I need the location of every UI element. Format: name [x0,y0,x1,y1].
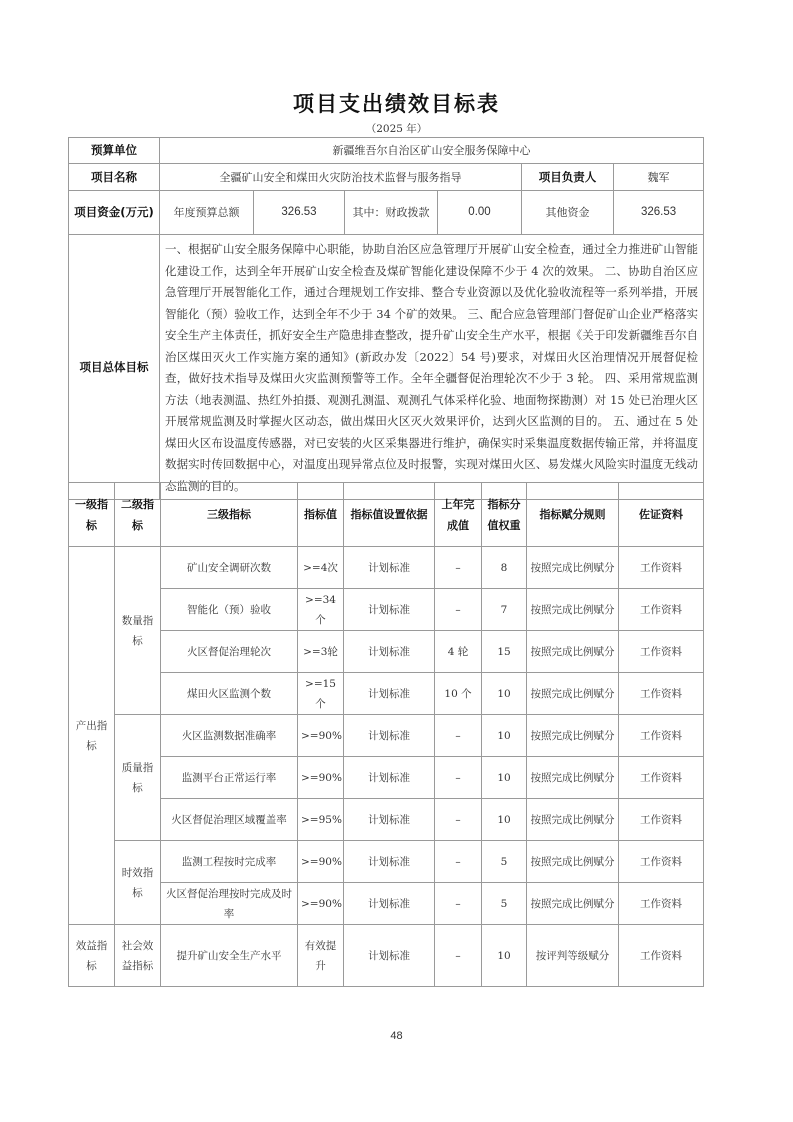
document-year: （2025 年） [365,123,428,135]
table-row [69,589,704,631]
indicator-evidence: 工作资料 [619,631,704,673]
indicator-value: >=34个 [298,589,344,631]
indicator-value: >=95% [298,799,344,841]
indicator-evidence: 工作资料 [619,925,704,987]
indicator-last-year: – [435,925,482,987]
indicator-rule: 按照完成比例赋分 [527,757,619,799]
document-title: 项目支出绩效目标表 [293,92,500,116]
indicator-rule: 按照完成比例赋分 [527,841,619,883]
group-timeliness: 时效指标 [115,841,161,925]
indicator-last-year: 10 个 [435,673,482,715]
indicator-name: 智能化（预）验收 [161,589,298,631]
indicator-name: 煤田火区监测个数 [161,673,298,715]
indicator-evidence: 工作资料 [619,841,704,883]
indicator-name: 提升矿山安全生产水平 [161,925,298,987]
header-value: 指标值 [298,483,344,547]
goal-label: 项目总体目标 [69,235,160,500]
group-output: 产出指标 [69,547,115,925]
table-row [69,715,704,757]
funds-row [69,191,704,235]
header-level1: 一级指标 [69,483,115,547]
header-rule: 指标赋分规则 [527,483,619,547]
indicator-rule: 按照完成比例赋分 [527,673,619,715]
indicator-evidence: 工作资料 [619,757,704,799]
group-quantity: 数量指标 [115,547,161,715]
page-number: 48 [390,1030,403,1042]
indicator-last-year: – [435,841,482,883]
budget-unit-value: 新疆维吾尔自治区矿山安全服务保障中心 [160,138,704,164]
table-row [69,757,704,799]
budget-unit-label: 预算单位 [69,138,160,164]
indicator-basis: 计划标准 [344,799,435,841]
indicator-weight: 5 [482,883,527,925]
indicator-header-row [69,483,704,547]
indicator-basis: 计划标准 [344,925,435,987]
indicator-last-year: – [435,715,482,757]
owner-label: 项目负责人 [522,164,614,191]
header-weight: 指标分值权重 [482,483,527,547]
project-name-value: 全疆矿山安全和煤田火灾防治技术监督与服务指导 [160,164,522,191]
indicator-value: >=4次 [298,547,344,589]
goal-row [69,235,704,500]
owner-value: 魏军 [614,164,704,191]
group-social: 社会效益指标 [115,925,161,987]
indicator-value: 有效提升 [298,925,344,987]
indicator-rule: 按照完成比例赋分 [527,715,619,757]
table-row [69,673,704,715]
goal-text: 一、根据矿山安全服务保障中心职能，协助自治区应急管理厅开展矿山安全检查，通过全力推进矿山智能化建设工作，达到全年开展矿山安全检查及煤矿智能化建设保障不少于 4 次的效果。 二、协助自治区应急管理厅开展智能化工作，通过合理规划工作安排、整合专业资源以及优化验收流程等一系列举措，开展智能化（预）验收工作，达到全年不少于 34 个矿的效果。 三、配合应急管理部门督促矿山企业严格落实安全生产主体责任，抓好安全生产隐患排查整改，提升矿山安全生产水平，根据《关于印发新疆维吾尔自治区煤田灭火工作实施方案的通知》(新政办发〔2022〕54 号)要求，对煤田火区治理情况开展督促检查，做好技术指导及煤田火灾监测预警等工作。全年全疆督促治理轮次不少于 3 轮。 四、采用常规监测方法（地表测温、热红外拍摄、观测孔测温、观测孔气体采样化验、地面物探勘测）对 15 处已治理火区开展常规监测及时掌握火区动态，做出煤田火区灭火效果评价，达到火区监测的目的。 五、通过在 5 处煤田火区布设温度传感器，对已安装的火区采集器进行维护，确保实时采集温度数据传输正常，并将温度数据实时传回数据中心，对温度出现异常点位及时报警，实现对煤田火区、易发煤火风险实时温度无线动态监测的目的。 [160,235,704,500]
indicator-basis: 计划标准 [344,547,435,589]
fiscal-label: 其中：财政拨款 [345,191,438,235]
indicator-name: 火区督促治理按时完成及时率 [161,883,298,925]
indicator-evidence: 工作资料 [619,799,704,841]
indicator-name: 矿山安全调研次数 [161,547,298,589]
other-funds-label: 其他资金 [522,191,614,235]
project-name-label: 项目名称 [69,164,160,191]
indicator-last-year: – [435,799,482,841]
fiscal-value: 0.00 [438,191,522,235]
indicator-basis: 计划标准 [344,673,435,715]
indicator-value: >=90% [298,715,344,757]
indicator-last-year: 4 轮 [435,631,482,673]
indicator-basis: 计划标准 [344,589,435,631]
indicator-weight: 7 [482,589,527,631]
project-info-table [68,137,704,500]
indicator-evidence: 工作资料 [619,715,704,757]
indicator-basis: 计划标准 [344,841,435,883]
indicator-evidence: 工作资料 [619,547,704,589]
group-quality: 质量指标 [115,715,161,841]
indicator-basis: 计划标准 [344,631,435,673]
indicator-evidence: 工作资料 [619,673,704,715]
indicator-weight: 10 [482,673,527,715]
funds-label: 项目资金(万元) [69,191,160,235]
indicator-value: >=90% [298,757,344,799]
indicator-evidence: 工作资料 [619,589,704,631]
indicator-last-year: – [435,883,482,925]
indicator-rule: 按照完成比例赋分 [527,589,619,631]
indicator-table [68,482,704,987]
table-row [69,883,704,925]
indicator-weight: 5 [482,841,527,883]
indicator-name: 火区监测数据准确率 [161,715,298,757]
indicator-evidence: 工作资料 [619,883,704,925]
indicator-basis: 计划标准 [344,883,435,925]
table-row [69,547,704,589]
indicator-name: 火区督促治理轮次 [161,631,298,673]
indicator-weight: 15 [482,631,527,673]
annual-total-label: 年度预算总额 [160,191,254,235]
indicator-weight: 10 [482,925,527,987]
indicator-name: 监测工程按时完成率 [161,841,298,883]
header-basis: 指标值设置依据 [344,483,435,547]
group-benefit: 效益指标 [69,925,115,987]
indicator-value: >=90% [298,883,344,925]
indicator-weight: 10 [482,757,527,799]
indicator-basis: 计划标准 [344,757,435,799]
indicator-value: >=15个 [298,673,344,715]
indicator-rule: 按照完成比例赋分 [527,799,619,841]
other-funds-value: 326.53 [614,191,704,235]
annual-total-value: 326.53 [254,191,345,235]
budget-unit-row [69,138,704,164]
table-row [69,631,704,673]
indicator-weight: 10 [482,799,527,841]
header-level3: 三级指标 [161,483,298,547]
indicator-last-year: – [435,589,482,631]
table-row [69,841,704,883]
indicator-name: 火区督促治理区域覆盖率 [161,799,298,841]
table-row [69,799,704,841]
indicator-rule: 按照完成比例赋分 [527,883,619,925]
indicator-name: 监测平台正常运行率 [161,757,298,799]
indicator-rule: 按评判等级赋分 [527,925,619,987]
indicator-weight: 8 [482,547,527,589]
header-evidence: 佐证资料 [619,483,704,547]
header-last-year: 上年完成值 [435,483,482,547]
indicator-rule: 按照完成比例赋分 [527,631,619,673]
indicator-last-year: – [435,757,482,799]
indicator-last-year: – [435,547,482,589]
table-row [69,925,704,987]
indicator-value: >=90% [298,841,344,883]
indicator-rule: 按照完成比例赋分 [527,547,619,589]
indicator-weight: 10 [482,715,527,757]
header-level2: 二级指标 [115,483,161,547]
indicator-basis: 计划标准 [344,715,435,757]
project-name-row [69,164,704,191]
indicator-value: >=3轮 [298,631,344,673]
